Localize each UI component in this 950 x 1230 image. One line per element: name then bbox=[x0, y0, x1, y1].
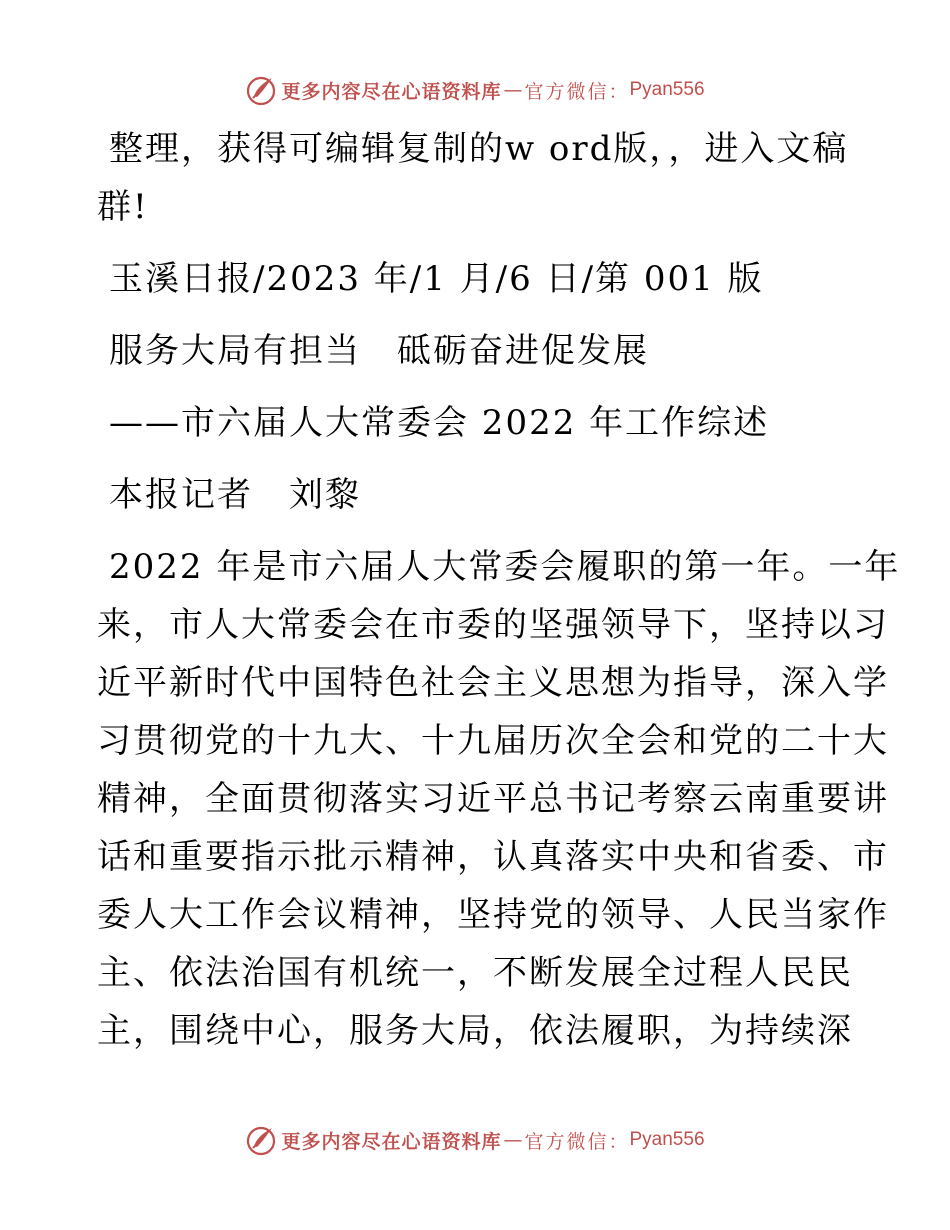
body-line-4: 习贯彻党的十九大、十九届历次全会和党的二十大 bbox=[97, 721, 889, 761]
article-subtitle: ——市六届人大常委会 2022 年工作综述 bbox=[109, 403, 770, 443]
header-watermark bbox=[0, 70, 950, 110]
source-line: 玉溪日报/2023 年/1 月/6 日/第 001 版 bbox=[109, 259, 764, 299]
body-line-3: 近平新时代中国特色社会主义思想为指导，深入学 bbox=[97, 663, 889, 703]
body-line-2: 来，市人大常委会在市委的坚强领导下，坚持以习 bbox=[97, 605, 889, 645]
article-byline: 本报记者 刘黎 bbox=[109, 475, 361, 515]
watermark-wechat-id: Pyan556 bbox=[629, 1129, 705, 1150]
body-line-5: 精神，全面贯彻落实习近平总书记考察云南重要讲 bbox=[97, 779, 889, 819]
footer-watermark bbox=[0, 1120, 950, 1160]
watermark-text: 更多内容尽在心语资料库 bbox=[281, 1130, 502, 1153]
body-line-1: 2022 年是市六届人大常委会履职的第一年。一年 bbox=[109, 547, 901, 587]
watermark-text: 更多内容尽在心语资料库 bbox=[281, 80, 502, 103]
body-line-7: 委人大工作会议精神，坚持党的领导、人民当家作 bbox=[97, 895, 889, 935]
watermark-separator: — bbox=[503, 1129, 523, 1151]
watermark-label: 官方微信： bbox=[524, 80, 630, 103]
watermark-label: 官方微信： bbox=[524, 1130, 630, 1153]
intro-line-1: 整理，获得可编辑复制的w ord版，，进入文稿 bbox=[109, 129, 849, 169]
body-line-8: 主、依法治国有机统一，不断发展全过程人民民 bbox=[97, 953, 853, 993]
article-title: 服务大局有担当 砥砺奋进促发展 bbox=[109, 331, 649, 371]
watermark-wechat-id: Pyan556 bbox=[629, 79, 705, 100]
quill-logo-icon bbox=[245, 1124, 277, 1156]
body-line-9: 主，围绕中心，服务大局，依法履职，为持续深 bbox=[97, 1011, 853, 1051]
quill-logo-icon bbox=[245, 74, 277, 106]
body-line-6: 话和重要指示批示精神，认真落实中央和省委、市 bbox=[97, 837, 889, 877]
document-body bbox=[97, 120, 901, 1060]
intro-line-2: 群! bbox=[97, 187, 149, 227]
watermark-separator: — bbox=[503, 79, 523, 101]
